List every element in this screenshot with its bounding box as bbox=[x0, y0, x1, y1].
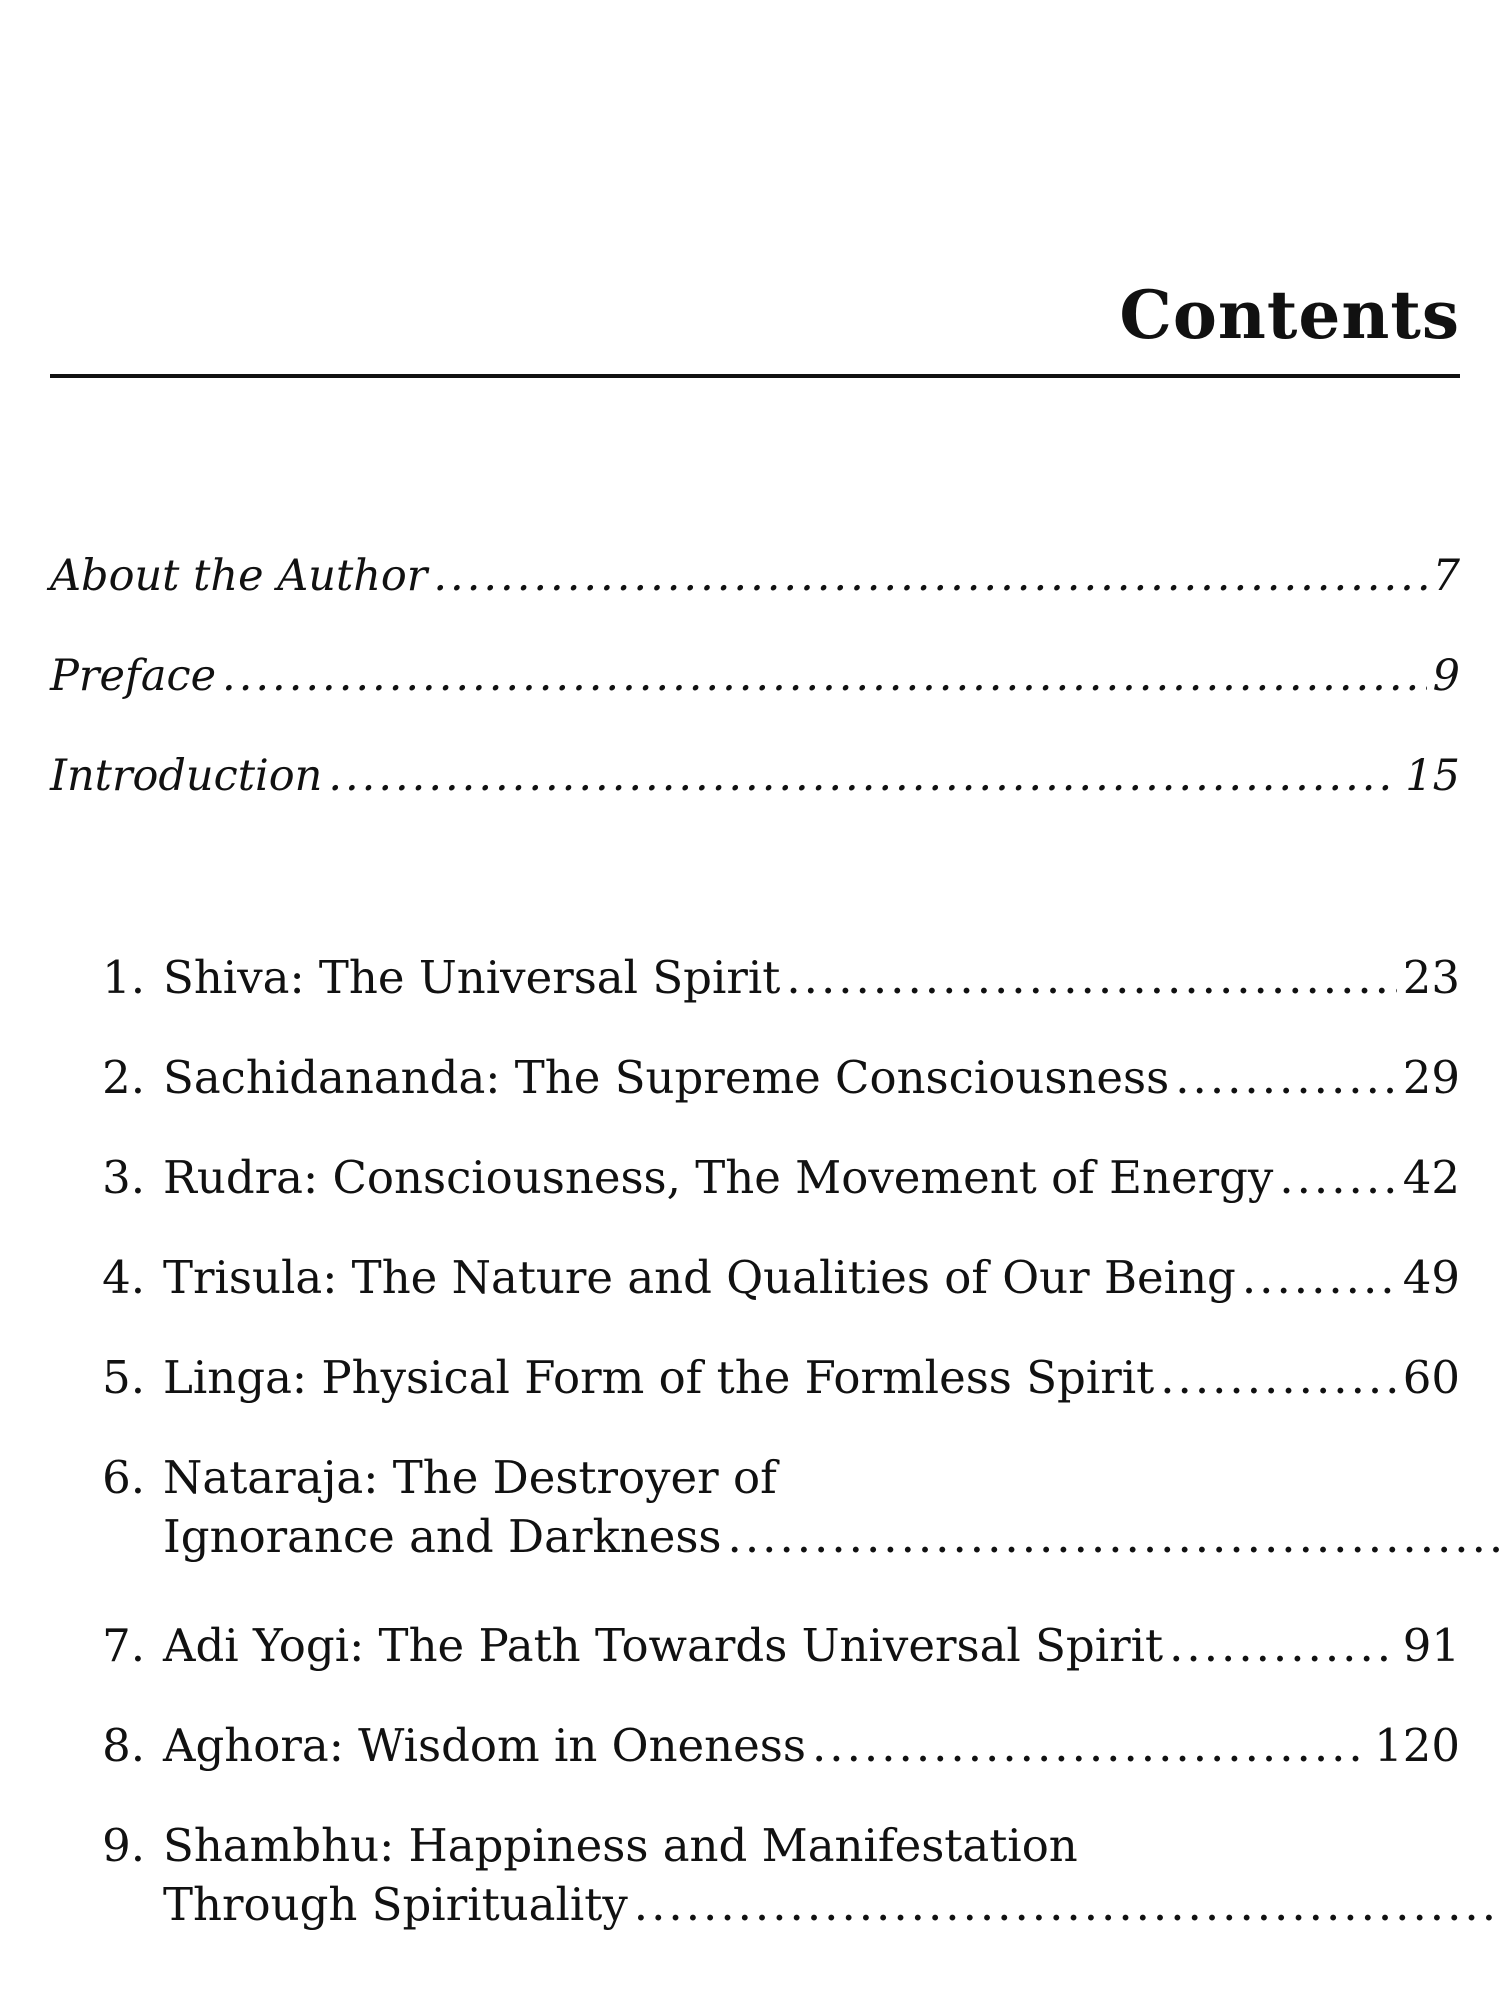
dot-leader bbox=[1242, 1255, 1397, 1300]
chapter-title: Aghora: Wisdom in Oneness bbox=[163, 1719, 806, 1772]
dot-leader bbox=[634, 1882, 1500, 1927]
chapter-title-line-2-row bbox=[163, 1878, 1500, 1931]
heading-rule bbox=[50, 374, 1460, 378]
toc-entry-page: 15 bbox=[1405, 751, 1460, 801]
toc-chapter-9[interactable] bbox=[50, 1819, 1460, 1931]
chapter-page: 91 bbox=[1402, 1619, 1460, 1672]
dot-leader bbox=[1175, 1055, 1397, 1100]
dot-leader bbox=[433, 555, 1426, 598]
dot-leader bbox=[1160, 1355, 1397, 1400]
chapter-title-block bbox=[163, 1819, 1500, 1931]
chapter-number: 2. bbox=[102, 1051, 145, 1104]
chapter-title: Rudra: Consciousness, The Movement of Energy bbox=[163, 1151, 1274, 1204]
chapter-title-line-2: Ignorance and Darkness bbox=[163, 1510, 722, 1563]
toc-entry-introduction[interactable] bbox=[50, 751, 1460, 801]
chapter-title-line-1: Nataraja: The Destroyer of bbox=[163, 1451, 777, 1504]
chapter-number: 8. bbox=[102, 1719, 145, 1772]
toc-entry-page: 7 bbox=[1432, 551, 1460, 601]
chapter-number: 3. bbox=[102, 1151, 145, 1204]
chapter-title-line-2-row bbox=[163, 1510, 1500, 1563]
toc-entry-title: Preface bbox=[50, 651, 217, 701]
toc-entry-title: Introduction bbox=[50, 751, 323, 801]
toc-entry-page: 9 bbox=[1432, 651, 1460, 701]
dot-leader bbox=[222, 655, 1427, 698]
chapter-title: Linga: Physical Form of the Formless Spirit bbox=[163, 1351, 1155, 1404]
chapter-page: 23 bbox=[1402, 951, 1460, 1004]
chapter-number: 6. bbox=[102, 1451, 145, 1504]
chapter-page: 49 bbox=[1402, 1251, 1460, 1304]
chapter-title: Sachidananda: The Supreme Consciousness bbox=[163, 1051, 1170, 1104]
toc-chapter-8[interactable] bbox=[50, 1719, 1460, 1772]
toc-chapter-7[interactable] bbox=[50, 1619, 1460, 1672]
contents-page bbox=[50, 0, 1460, 2000]
toc-entry-preface[interactable] bbox=[50, 651, 1460, 701]
dot-leader bbox=[328, 755, 1399, 798]
toc-chapter-4[interactable] bbox=[50, 1251, 1460, 1304]
chapter-page: 42 bbox=[1402, 1151, 1460, 1204]
chapter-title-block bbox=[163, 1451, 1500, 1563]
toc-chapter-5[interactable] bbox=[50, 1351, 1460, 1404]
toc-chapter-2[interactable] bbox=[50, 1051, 1460, 1104]
chapter-title: Adi Yogi: The Path Towards Universal Spirit bbox=[163, 1619, 1164, 1672]
chapter-page: 60 bbox=[1402, 1351, 1460, 1404]
toc-chapter-1[interactable] bbox=[50, 951, 1460, 1004]
dot-leader bbox=[1279, 1155, 1396, 1200]
dot-leader bbox=[812, 1723, 1368, 1768]
chapter-number: 5. bbox=[102, 1351, 145, 1404]
page-title: Contents bbox=[1119, 276, 1460, 354]
chapter-title: Shiva: The Universal Spirit bbox=[163, 951, 781, 1004]
dot-leader bbox=[1169, 1623, 1397, 1668]
chapter-page: 29 bbox=[1402, 1051, 1460, 1104]
chapter-title-line-1: Shambhu: Happiness and Manifestation bbox=[163, 1819, 1078, 1872]
chapter-title-line-2: Through Spirituality bbox=[163, 1878, 628, 1931]
chapter-number: 7. bbox=[102, 1619, 145, 1672]
chapter-number: 1. bbox=[102, 951, 145, 1004]
dot-leader bbox=[728, 1514, 1500, 1559]
chapter-number: 9. bbox=[102, 1819, 145, 1872]
toc-chapter-6[interactable] bbox=[50, 1451, 1460, 1563]
dot-leader bbox=[786, 955, 1396, 1000]
chapter-title: Trisula: The Nature and Qualities of Our Being bbox=[163, 1251, 1236, 1304]
chapter-page: 120 bbox=[1374, 1719, 1460, 1772]
toc-chapter-3[interactable] bbox=[50, 1151, 1460, 1204]
toc-entry-about-the-author[interactable] bbox=[50, 551, 1460, 601]
toc-entry-title: About the Author bbox=[50, 551, 428, 601]
chapter-number: 4. bbox=[102, 1251, 145, 1304]
